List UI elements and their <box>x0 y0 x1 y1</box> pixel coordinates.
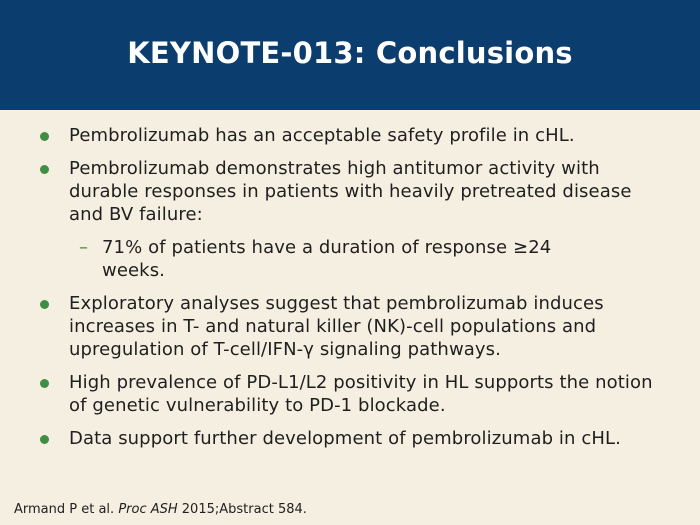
bullet-item <box>0 124 700 147</box>
bullet-dot-icon <box>40 300 49 309</box>
bullet-text: Data support further development of pembrolizumab in cHL. <box>69 428 621 449</box>
citation-journal: Proc ASH <box>118 502 178 517</box>
citation-rest: 2015;Abstract 584. <box>177 502 307 517</box>
bullet-text: Pembrolizumab demonstrates high antitumor activity with durable responses in patients with heavily pretreated disease and BV failure: <box>69 158 632 225</box>
sub-bullet-text: 71% of patients have a duration of response ≥24 weeks. <box>102 237 552 281</box>
title-bar <box>0 0 700 110</box>
bullet-item <box>0 427 700 450</box>
bullet-dot-icon <box>40 379 49 388</box>
bullet-dot-icon <box>40 435 49 444</box>
bullet-dot-icon <box>40 132 49 141</box>
dash-icon: – <box>79 237 89 258</box>
slide-title: KEYNOTE-013: Conclusions <box>127 36 573 70</box>
bullet-text: Exploratory analyses suggest that pembrolizumab induces increases in T- and natural killer (NK)-cell populations and upregulation of T-cell/IFN-γ signaling pathways. <box>69 293 604 360</box>
bullet-text: High prevalence of PD-L1/L2 positivity in HL supports the notion of genetic vulnerability to PD-1 blockade. <box>69 372 653 416</box>
citation-authors: Armand P et al. <box>14 502 119 517</box>
bullet-list <box>0 124 700 450</box>
sub-bullet-item <box>0 236 700 282</box>
bullet-item <box>0 157 700 226</box>
citation <box>14 502 307 518</box>
bullet-dot-icon <box>40 165 49 174</box>
bullet-item <box>0 292 700 361</box>
bullet-item <box>0 371 700 417</box>
bullet-text: Pembrolizumab has an acceptable safety profile in cHL. <box>69 125 575 146</box>
